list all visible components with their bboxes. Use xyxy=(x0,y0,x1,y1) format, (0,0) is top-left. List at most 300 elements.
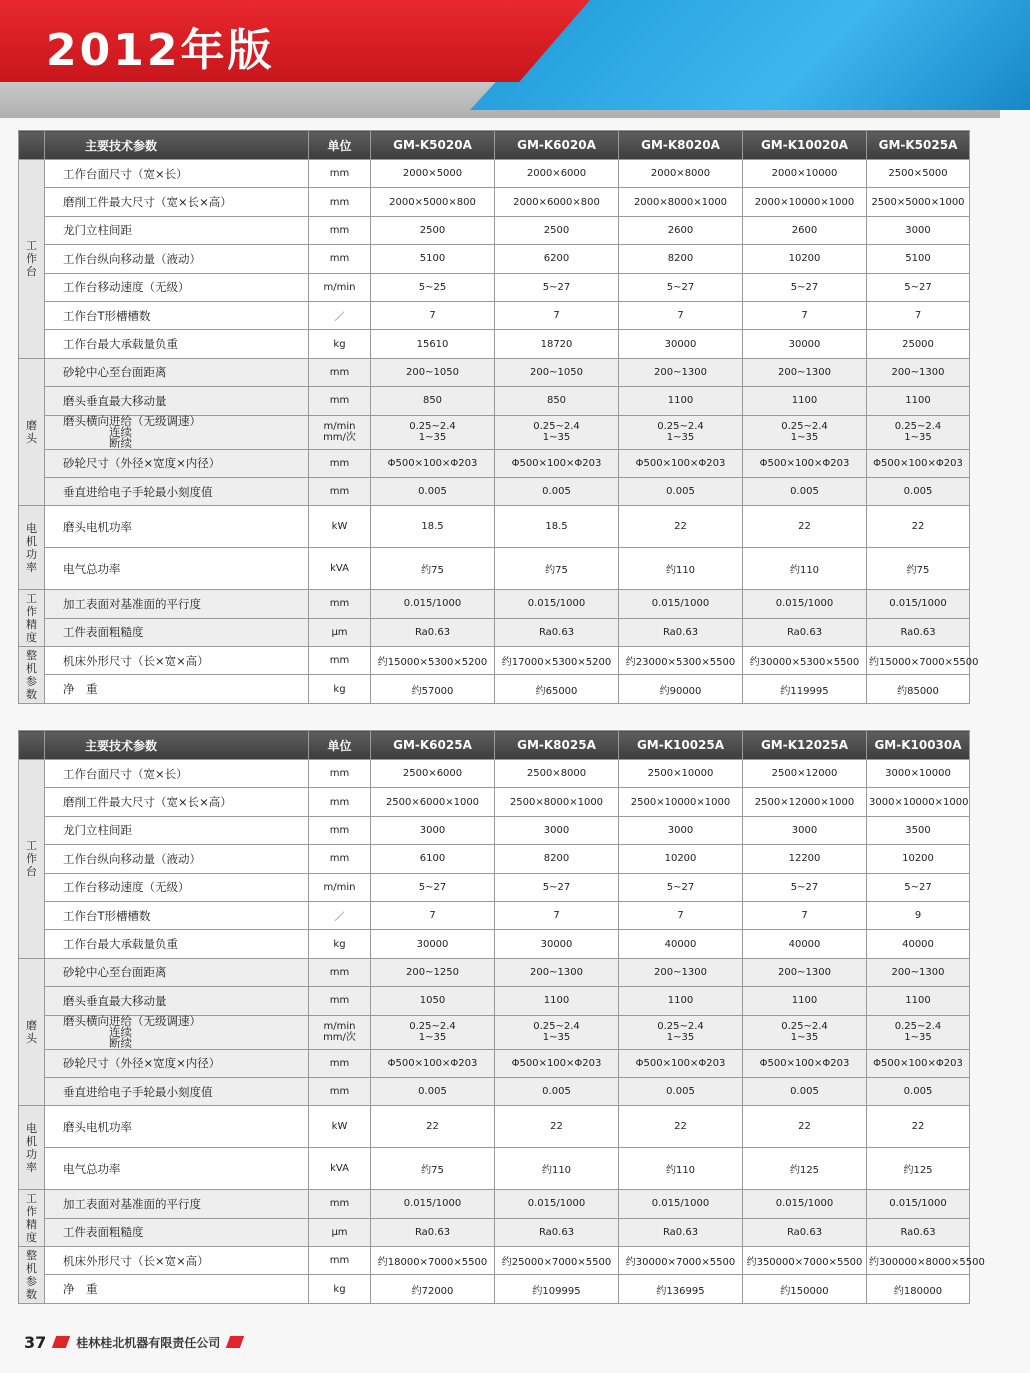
table-row xyxy=(19,590,970,618)
param-value: 850 xyxy=(371,387,495,415)
param-value xyxy=(495,415,619,449)
table-row xyxy=(19,788,970,816)
param-value: 1100 xyxy=(619,387,743,415)
table-row xyxy=(19,1218,970,1246)
table-row xyxy=(19,1148,970,1190)
param-value: 7 xyxy=(743,301,867,329)
param-value: 200~1300 xyxy=(743,358,867,386)
param-value: Φ500×100×Φ203 xyxy=(371,449,495,477)
table-header-row xyxy=(19,131,970,160)
param-value: 0.015/1000 xyxy=(371,1190,495,1218)
param-value-line: 1~35 xyxy=(542,432,571,444)
param-value: 22 xyxy=(619,506,743,548)
param-value: Φ500×100×Φ203 xyxy=(495,1049,619,1077)
header-model: GM-K6025A xyxy=(371,731,495,760)
param-name: 机床外形尺寸（长×宽×高） xyxy=(45,647,309,675)
header-model: GM-K5020A xyxy=(371,131,495,160)
param-value: 0.005 xyxy=(619,477,743,505)
header-param: 主要技术参数 xyxy=(45,731,309,760)
param-unit: μm xyxy=(309,618,371,646)
param-value: 22 xyxy=(743,1106,867,1148)
param-value: 200~1050 xyxy=(495,358,619,386)
param-name: 工作台面尺寸（宽×长） xyxy=(45,760,309,788)
param-value: Φ500×100×Φ203 xyxy=(495,449,619,477)
param-unit: mm xyxy=(309,647,371,675)
param-value: 40000 xyxy=(867,930,970,958)
param-value xyxy=(619,1015,743,1049)
param-value: 7 xyxy=(867,301,970,329)
red-mark-icon xyxy=(226,1336,244,1348)
table-row xyxy=(19,506,970,548)
param-unit: mm xyxy=(309,1190,371,1218)
group-label: 整 机 参 数 xyxy=(19,1247,45,1304)
param-value: 约110 xyxy=(619,1148,743,1190)
param-value: 7 xyxy=(371,901,495,929)
param-value-line: 1~35 xyxy=(666,1032,695,1044)
param-value: 200~1300 xyxy=(867,358,970,386)
param-value: 2000×6000×800 xyxy=(495,188,619,216)
param-name: 工作台最大承载量负重 xyxy=(45,930,309,958)
param-value: 18.5 xyxy=(495,506,619,548)
param-value: Ra0.63 xyxy=(743,618,867,646)
param-name: 磨头电机功率 xyxy=(45,1106,309,1148)
param-value: 约150000 xyxy=(743,1275,867,1303)
param-value: 5~27 xyxy=(867,273,970,301)
header-model: GM-K10030A xyxy=(867,731,970,760)
table-row xyxy=(19,415,970,449)
param-value: 5100 xyxy=(867,245,970,273)
param-unit: mm xyxy=(309,1247,371,1275)
param-unit: kg xyxy=(309,1275,371,1303)
param-unit: mm xyxy=(309,987,371,1015)
param-value: 850 xyxy=(495,387,619,415)
param-unit: mm xyxy=(309,387,371,415)
param-value-line: 1~35 xyxy=(904,1032,932,1044)
param-value: Φ500×100×Φ203 xyxy=(619,449,743,477)
param-value xyxy=(743,1015,867,1049)
param-value: 约65000 xyxy=(495,675,619,703)
table-row xyxy=(19,245,970,273)
param-unit: mm xyxy=(309,245,371,273)
param-value: 3000×10000×1000 xyxy=(867,788,970,816)
table-row xyxy=(19,358,970,386)
param-value: 40000 xyxy=(619,930,743,958)
param-value: 约90000 xyxy=(619,675,743,703)
table-row xyxy=(19,1077,970,1105)
param-unit: μm xyxy=(309,1218,371,1246)
param-value: 2500×10000 xyxy=(619,760,743,788)
param-value: Φ500×100×Φ203 xyxy=(743,449,867,477)
param-value: 约75 xyxy=(867,548,970,590)
param-value: 15610 xyxy=(371,330,495,358)
param-value: 22 xyxy=(743,506,867,548)
param-name: 磨头垂直最大移动量 xyxy=(45,987,309,1015)
spec-table-2 xyxy=(18,730,985,1304)
param-value: 2000×5000×800 xyxy=(371,188,495,216)
footer xyxy=(24,1330,250,1354)
table-row xyxy=(19,618,970,646)
table-row xyxy=(19,647,970,675)
param-name: 机床外形尺寸（长×宽×高） xyxy=(45,1247,309,1275)
param-value: 0.005 xyxy=(867,1077,970,1105)
param-value: Φ500×100×Φ203 xyxy=(867,449,970,477)
param-value: 1100 xyxy=(743,987,867,1015)
param-name: 工作台纵向移动量（液动） xyxy=(45,845,309,873)
param-value: 5~27 xyxy=(743,873,867,901)
param-unit xyxy=(309,415,371,449)
group-label: 电 机 功 率 xyxy=(19,1106,45,1190)
param-value: 3000 xyxy=(867,216,970,244)
param-value: 22 xyxy=(867,1106,970,1148)
header-model: GM-K10020A xyxy=(743,131,867,160)
param-value-line: 0.25~2.4 xyxy=(533,1021,580,1033)
param-unit: mm xyxy=(309,845,371,873)
param-value: 18720 xyxy=(495,330,619,358)
param-name: 龙门立柱间距 xyxy=(45,216,309,244)
table-row xyxy=(19,216,970,244)
param-value-line: 0.25~2.4 xyxy=(894,1021,942,1033)
table-header-row xyxy=(19,731,970,760)
param-value xyxy=(867,1015,970,1049)
param-value: 0.015/1000 xyxy=(743,1190,867,1218)
table-row xyxy=(19,188,970,216)
param-value: 约109995 xyxy=(495,1275,619,1303)
param-name: 加工表面对基准面的平行度 xyxy=(45,1190,309,1218)
param-value: 0.015/1000 xyxy=(743,590,867,618)
param-value: 约15000×5300×5200 xyxy=(371,647,495,675)
param-value: 200~1050 xyxy=(371,358,495,386)
param-value: 约25000×7000×5500 xyxy=(495,1247,619,1275)
param-unit: mm xyxy=(309,816,371,844)
param-value: Ra0.63 xyxy=(371,618,495,646)
param-value: 2600 xyxy=(619,216,743,244)
param-value: 约110 xyxy=(495,1148,619,1190)
param-name: 磨头电机功率 xyxy=(45,506,309,548)
param-value: 0.015/1000 xyxy=(867,590,970,618)
param-value: 约75 xyxy=(371,1148,495,1190)
param-value xyxy=(867,415,970,449)
param-value: 1100 xyxy=(495,987,619,1015)
param-name: 工作台T形槽槽数 xyxy=(45,301,309,329)
param-unit: kg xyxy=(309,675,371,703)
param-unit: kVA xyxy=(309,1148,371,1190)
param-value: Ra0.63 xyxy=(495,1218,619,1246)
param-value: 2500×8000×1000 xyxy=(495,788,619,816)
param-value: 22 xyxy=(619,1106,743,1148)
param-value: 约17000×5300×5200 xyxy=(495,647,619,675)
param-value: 约110 xyxy=(743,548,867,590)
param-value: 0.005 xyxy=(495,477,619,505)
param-name: 砂轮尺寸（外径×宽度×内径） xyxy=(45,1049,309,1077)
param-value: 2500×6000×1000 xyxy=(371,788,495,816)
param-value: 约72000 xyxy=(371,1275,495,1303)
param-value: 10200 xyxy=(619,845,743,873)
param-value: 2000×10000 xyxy=(743,160,867,188)
table-row xyxy=(19,1049,970,1077)
param-unit-line: m/min xyxy=(323,421,356,433)
param-value: 9 xyxy=(867,901,970,929)
param-value: 0.005 xyxy=(743,477,867,505)
param-name: 龙门立柱间距 xyxy=(45,816,309,844)
param-value-line: 0.25~2.4 xyxy=(409,421,456,433)
param-unit-line: mm/次 xyxy=(323,432,356,444)
param-name-sub: 连续 xyxy=(109,424,132,439)
table-row xyxy=(19,930,970,958)
param-value: 7 xyxy=(743,901,867,929)
param-value: 0.015/1000 xyxy=(371,590,495,618)
param-value: 0.005 xyxy=(371,477,495,505)
param-value: 25000 xyxy=(867,330,970,358)
param-value-line: 0.25~2.4 xyxy=(657,421,704,433)
param-value: 2500×6000 xyxy=(371,760,495,788)
company-name: 桂林桂北机器有限责任公司 xyxy=(76,1335,221,1350)
param-value: Φ500×100×Φ203 xyxy=(867,1049,970,1077)
param-unit: mm xyxy=(309,1077,371,1105)
group-label: 整 机 参 数 xyxy=(19,647,45,704)
param-value: 约180000 xyxy=(867,1275,970,1303)
param-unit-line: m/min xyxy=(323,1021,356,1033)
param-value: 约30000×5300×5500 xyxy=(743,647,867,675)
param-unit: mm xyxy=(309,358,371,386)
param-name-main: 磨头横向进给（无级调速） xyxy=(63,1013,201,1028)
header-model: GM-K5025A xyxy=(867,131,970,160)
param-value: Ra0.63 xyxy=(743,1218,867,1246)
param-value: 2500 xyxy=(495,216,619,244)
param-value-line: 0.25~2.4 xyxy=(533,421,580,433)
param-unit: mm xyxy=(309,449,371,477)
param-value: 3000×10000 xyxy=(867,760,970,788)
param-value: 5~27 xyxy=(495,873,619,901)
red-mark-icon xyxy=(52,1336,70,1348)
table-row xyxy=(19,301,970,329)
param-value: 200~1300 xyxy=(867,958,970,986)
param-value: 22 xyxy=(867,506,970,548)
param-unit: m/min xyxy=(309,873,371,901)
param-unit: mm xyxy=(309,188,371,216)
param-value-line: 0.25~2.4 xyxy=(409,1021,456,1033)
param-value: Φ500×100×Φ203 xyxy=(619,1049,743,1077)
param-value: 1100 xyxy=(867,387,970,415)
param-value: 7 xyxy=(495,901,619,929)
table-row xyxy=(19,1190,970,1218)
param-value: 6100 xyxy=(371,845,495,873)
param-value: 8200 xyxy=(495,845,619,873)
param-unit: kW xyxy=(309,506,371,548)
table-row xyxy=(19,873,970,901)
param-unit: mm xyxy=(309,590,371,618)
param-value: 约57000 xyxy=(371,675,495,703)
param-value: 5~27 xyxy=(743,273,867,301)
param-name-sub: 断续 xyxy=(109,1035,132,1050)
param-value: 2500×5000×1000 xyxy=(867,188,970,216)
header-model: GM-K12025A xyxy=(743,731,867,760)
param-value: 10200 xyxy=(867,845,970,873)
header-corner xyxy=(19,731,45,760)
param-unit: mm xyxy=(309,1049,371,1077)
param-value: Φ500×100×Φ203 xyxy=(743,1049,867,1077)
param-value-line: 0.25~2.4 xyxy=(657,1021,704,1033)
param-value: 约136995 xyxy=(619,1275,743,1303)
param-value: 3000 xyxy=(371,816,495,844)
param-value: 200~1250 xyxy=(371,958,495,986)
table-row xyxy=(19,477,970,505)
param-value: 5~27 xyxy=(371,873,495,901)
param-value: 3000 xyxy=(495,816,619,844)
param-unit: mm xyxy=(309,760,371,788)
table-row xyxy=(19,387,970,415)
param-name: 砂轮中心至台面距离 xyxy=(45,958,309,986)
param-unit: kg xyxy=(309,930,371,958)
param-value-line: 0.25~2.4 xyxy=(781,1021,828,1033)
param-value: 约75 xyxy=(371,548,495,590)
table-row xyxy=(19,845,970,873)
param-name: 工件表面粗糙度 xyxy=(45,618,309,646)
param-value: 2000×6000 xyxy=(495,160,619,188)
header-model: GM-K10025A xyxy=(619,731,743,760)
param-value: 8200 xyxy=(619,245,743,273)
param-value xyxy=(743,415,867,449)
param-unit: mm xyxy=(309,216,371,244)
param-value: 7 xyxy=(619,901,743,929)
param-name: 砂轮中心至台面距离 xyxy=(45,358,309,386)
header-corner xyxy=(19,131,45,160)
param-name: 工作台移动速度（无级） xyxy=(45,873,309,901)
table-row xyxy=(19,1275,970,1303)
param-name: 磨头垂直最大移动量 xyxy=(45,387,309,415)
header-model: GM-K8025A xyxy=(495,731,619,760)
param-name: 工作台移动速度（无级） xyxy=(45,273,309,301)
param-name: 磨削工件最大尺寸（宽×长×高） xyxy=(45,788,309,816)
param-unit: mm xyxy=(309,477,371,505)
param-unit-line: mm/次 xyxy=(323,1032,356,1044)
param-value: 2000×10000×1000 xyxy=(743,188,867,216)
param-value: 2500×12000 xyxy=(743,760,867,788)
table-row xyxy=(19,901,970,929)
table-row xyxy=(19,160,970,188)
param-value: 0.015/1000 xyxy=(495,1190,619,1218)
param-value-line: 1~35 xyxy=(790,432,819,444)
param-value-line: 1~35 xyxy=(666,432,695,444)
param-value: 7 xyxy=(371,301,495,329)
header-param: 主要技术参数 xyxy=(45,131,309,160)
param-value: 约119995 xyxy=(743,675,867,703)
param-name: 垂直进给电子手轮最小刻度值 xyxy=(45,1077,309,1105)
param-unit: mm xyxy=(309,788,371,816)
param-name xyxy=(45,415,309,449)
param-unit: mm xyxy=(309,958,371,986)
param-unit: m/min xyxy=(309,273,371,301)
param-value: 2500×10000×1000 xyxy=(619,788,743,816)
param-value: 0.005 xyxy=(495,1077,619,1105)
param-unit: kVA xyxy=(309,548,371,590)
group-label: 工 作 精 度 xyxy=(19,1190,45,1247)
param-value: 30000 xyxy=(743,330,867,358)
param-value: 1100 xyxy=(743,387,867,415)
group-label: 磨 头 xyxy=(19,358,45,506)
param-value-line: 1~35 xyxy=(904,432,932,444)
param-value: 30000 xyxy=(495,930,619,958)
param-value: 2600 xyxy=(743,216,867,244)
header-unit: 单位 xyxy=(309,731,371,760)
param-value: 5~27 xyxy=(619,273,743,301)
param-name-sub: 连续 xyxy=(109,1024,132,1039)
param-value: 约23000×5300×5500 xyxy=(619,647,743,675)
param-name-sub: 断续 xyxy=(109,435,132,450)
param-value xyxy=(371,415,495,449)
param-unit: ／ xyxy=(309,301,371,329)
header-banner xyxy=(0,0,1000,118)
param-value: 22 xyxy=(371,1106,495,1148)
header-model: GM-K6020A xyxy=(495,131,619,160)
param-value: 约110 xyxy=(619,548,743,590)
param-value: Ra0.63 xyxy=(371,1218,495,1246)
param-name: 电气总功率 xyxy=(45,1148,309,1190)
param-value: 3500 xyxy=(867,816,970,844)
param-value: 200~1300 xyxy=(743,958,867,986)
param-value: 5100 xyxy=(371,245,495,273)
param-name: 电气总功率 xyxy=(45,548,309,590)
param-value: 约15000×7000×5500 xyxy=(867,647,970,675)
param-value: 2000×5000 xyxy=(371,160,495,188)
param-value: 2500×5000 xyxy=(867,160,970,188)
param-name: 工作台最大承载量负重 xyxy=(45,330,309,358)
param-value: 0.015/1000 xyxy=(867,1190,970,1218)
table-row xyxy=(19,760,970,788)
param-name: 垂直进给电子手轮最小刻度值 xyxy=(45,477,309,505)
param-value: 约18000×7000×5500 xyxy=(371,1247,495,1275)
param-name: 工作台T形槽槽数 xyxy=(45,901,309,929)
param-value: 约85000 xyxy=(867,675,970,703)
param-value: 200~1300 xyxy=(619,958,743,986)
param-value: 0.005 xyxy=(743,1077,867,1105)
param-value: 7 xyxy=(495,301,619,329)
param-value: 约300000×8000×5500 xyxy=(867,1247,970,1275)
param-value xyxy=(495,1015,619,1049)
param-value-line: 1~35 xyxy=(418,1032,447,1044)
param-name: 砂轮尺寸（外径×宽度×内径） xyxy=(45,449,309,477)
param-name: 加工表面对基准面的平行度 xyxy=(45,590,309,618)
param-value-line: 0.25~2.4 xyxy=(894,421,942,433)
param-value: Ra0.63 xyxy=(867,1218,970,1246)
param-value xyxy=(371,1015,495,1049)
table-row xyxy=(19,1106,970,1148)
table-row xyxy=(19,548,970,590)
param-value: 3000 xyxy=(743,816,867,844)
group-label: 工 作 台 xyxy=(19,160,45,359)
param-value: 40000 xyxy=(743,930,867,958)
param-value: 6200 xyxy=(495,245,619,273)
param-value-line: 0.25~2.4 xyxy=(781,421,828,433)
param-name: 工作台面尺寸（宽×长） xyxy=(45,160,309,188)
param-name: 净 重 xyxy=(45,675,309,703)
param-value: 2500 xyxy=(371,216,495,244)
param-name: 工件表面粗糙度 xyxy=(45,1218,309,1246)
param-unit: ／ xyxy=(309,901,371,929)
table-row xyxy=(19,273,970,301)
param-value: 1050 xyxy=(371,987,495,1015)
param-name-main: 磨头横向进给（无级调速） xyxy=(63,413,201,428)
param-value: 5~27 xyxy=(495,273,619,301)
table-row xyxy=(19,675,970,703)
param-value-line: 1~35 xyxy=(418,432,447,444)
table-row xyxy=(19,1015,970,1049)
param-value: 3000 xyxy=(619,816,743,844)
param-value: 约350000×7000×5500 xyxy=(743,1247,867,1275)
param-value: 0.005 xyxy=(867,477,970,505)
group-label: 磨 头 xyxy=(19,958,45,1106)
param-unit: mm xyxy=(309,160,371,188)
param-value: 2000×8000×1000 xyxy=(619,188,743,216)
